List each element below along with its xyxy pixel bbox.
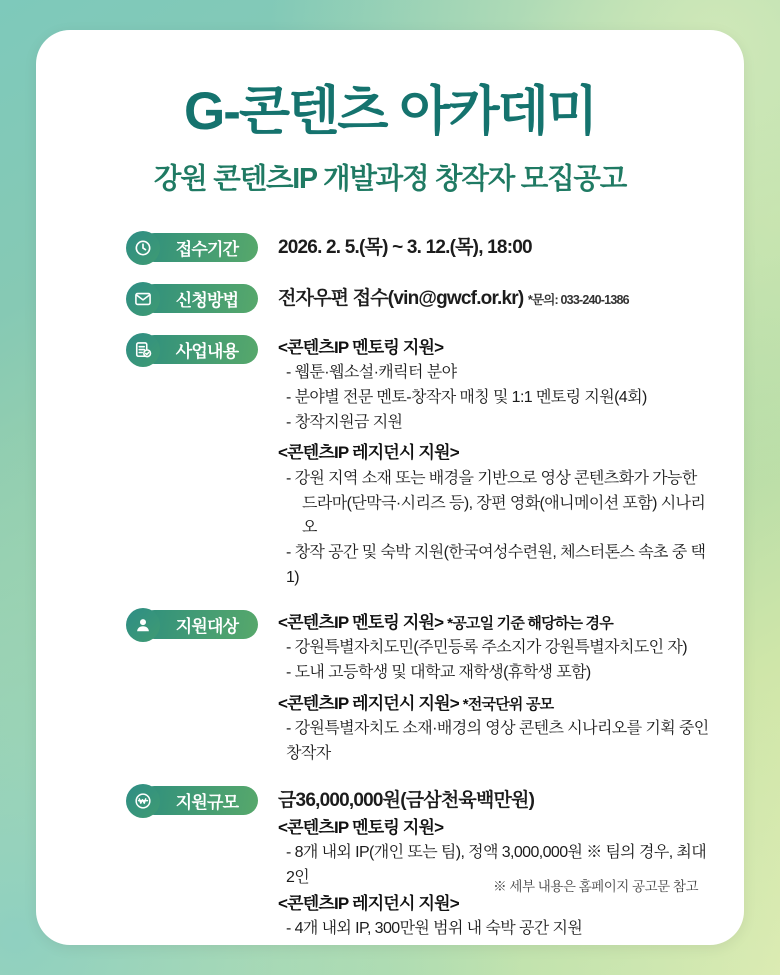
text-line: - 강원 지역 소재 또는 배경을 기반으로 영상 콘텐츠화가 가능한 [286, 469, 697, 487]
row-label-wrap [126, 608, 278, 642]
text-line: <콘텐츠IP 레지던시 지원> [278, 893, 459, 913]
row-content [278, 282, 710, 313]
row-label-wrap [126, 282, 278, 316]
text-line: - 4개 내외 IP, 300만원 범위 내 숙박 공간 지원 [286, 920, 583, 938]
row-label-wrap [126, 784, 278, 818]
eligibility-head-1: <콘텐츠IP 멘토링 지원> [278, 612, 444, 632]
row-content [278, 333, 710, 591]
text-line: - 창작지원금 지원 [286, 413, 403, 431]
row-label-program-details: 사업내용 [140, 335, 258, 364]
text-line [278, 610, 710, 636]
text-line: - 웹툰·웹소설·캐릭터 분야 [286, 363, 457, 381]
text-line: 드라마(단막극·시리즈 등), 장편 영화(애니메이션 포함) 시나리오 [302, 494, 706, 537]
eligibility-note-1: *공고일 기준 해당하는 경우 [447, 614, 613, 632]
page-title: G-콘텐츠 아카데미 [184, 82, 596, 141]
text-line [278, 691, 710, 717]
row-label-funding-scale: 지원규모 [140, 786, 258, 815]
text-line: - 도내 고등학생 및 대학교 재학생(휴학생 포함) [286, 663, 591, 681]
text-line: <콘텐츠IP 레지던시 지원> [278, 443, 459, 463]
info-row-funding-scale [126, 784, 710, 943]
person-icon [126, 608, 160, 642]
eligibility-head-2: <콘텐츠IP 레지던시 지원> [278, 693, 459, 713]
apply-method-note: *문의: 033-240-1386 [527, 292, 629, 307]
text-line: - 강원특별자치도 소재·배경의 영상 콘텐츠 시나리오를 기획 중인 창작자 [286, 719, 709, 762]
won-icon [126, 784, 160, 818]
text-line: <콘텐츠IP 멘토링 지원> [278, 818, 444, 838]
page-subtitle: 강원 콘텐츠IP 개발과정 창작자 모집공고 [153, 162, 627, 195]
info-row-program-details [126, 333, 710, 591]
row-content [278, 784, 710, 943]
clock-icon [126, 231, 160, 265]
row-label-wrap [126, 231, 278, 265]
footer-note: ※ 세부 내용은 홈페이지 공고문 참고 [493, 879, 698, 894]
text-line: - 강원특별자치도민(주민등록 주소지가 강원특별자치도인 자) [286, 639, 687, 657]
info-row-how-to-apply [126, 282, 710, 316]
eligibility-note-2: *전국단위 공모 [462, 695, 554, 713]
row-label-wrap [126, 333, 278, 367]
text-line [278, 284, 710, 313]
text-line: 금36,000,000원(금삼천육백만원) [278, 789, 535, 811]
text-line: - 8개 내외 IP(개인 또는 팀), 정액 3,000,000원 ※ 팀의 경우, 최대 2인 [286, 844, 707, 887]
info-row-eligibility [126, 608, 710, 767]
poster-card [36, 30, 744, 945]
title-block [70, 70, 710, 197]
text-line: 2026. 2. 5.(목) ~ 3. 12.(목), 18:00 [278, 236, 532, 258]
row-content [278, 608, 710, 767]
info-rows [70, 231, 710, 942]
row-label-application-period: 접수기간 [140, 233, 258, 262]
text-line: - 분야별 전문 멘토-창작자 매칭 및 1:1 멘토링 지원(4회) [286, 388, 647, 406]
row-content [278, 231, 710, 262]
apply-method-text: 전자우편 접수(vin@gwcf.or.kr) [278, 287, 524, 309]
row-label-eligibility: 지원대상 [140, 610, 258, 639]
info-row-application-period [126, 231, 710, 265]
row-label-how-to-apply: 신청방법 [140, 284, 258, 313]
text-line: <콘텐츠IP 멘토링 지원> [278, 337, 444, 357]
mail-icon [126, 282, 160, 316]
text-line: - 창작 공간 및 숙박 지원(한국여성수련원, 체스터톤스 속초 중 택1) [286, 544, 706, 586]
document-check-icon [126, 333, 160, 367]
